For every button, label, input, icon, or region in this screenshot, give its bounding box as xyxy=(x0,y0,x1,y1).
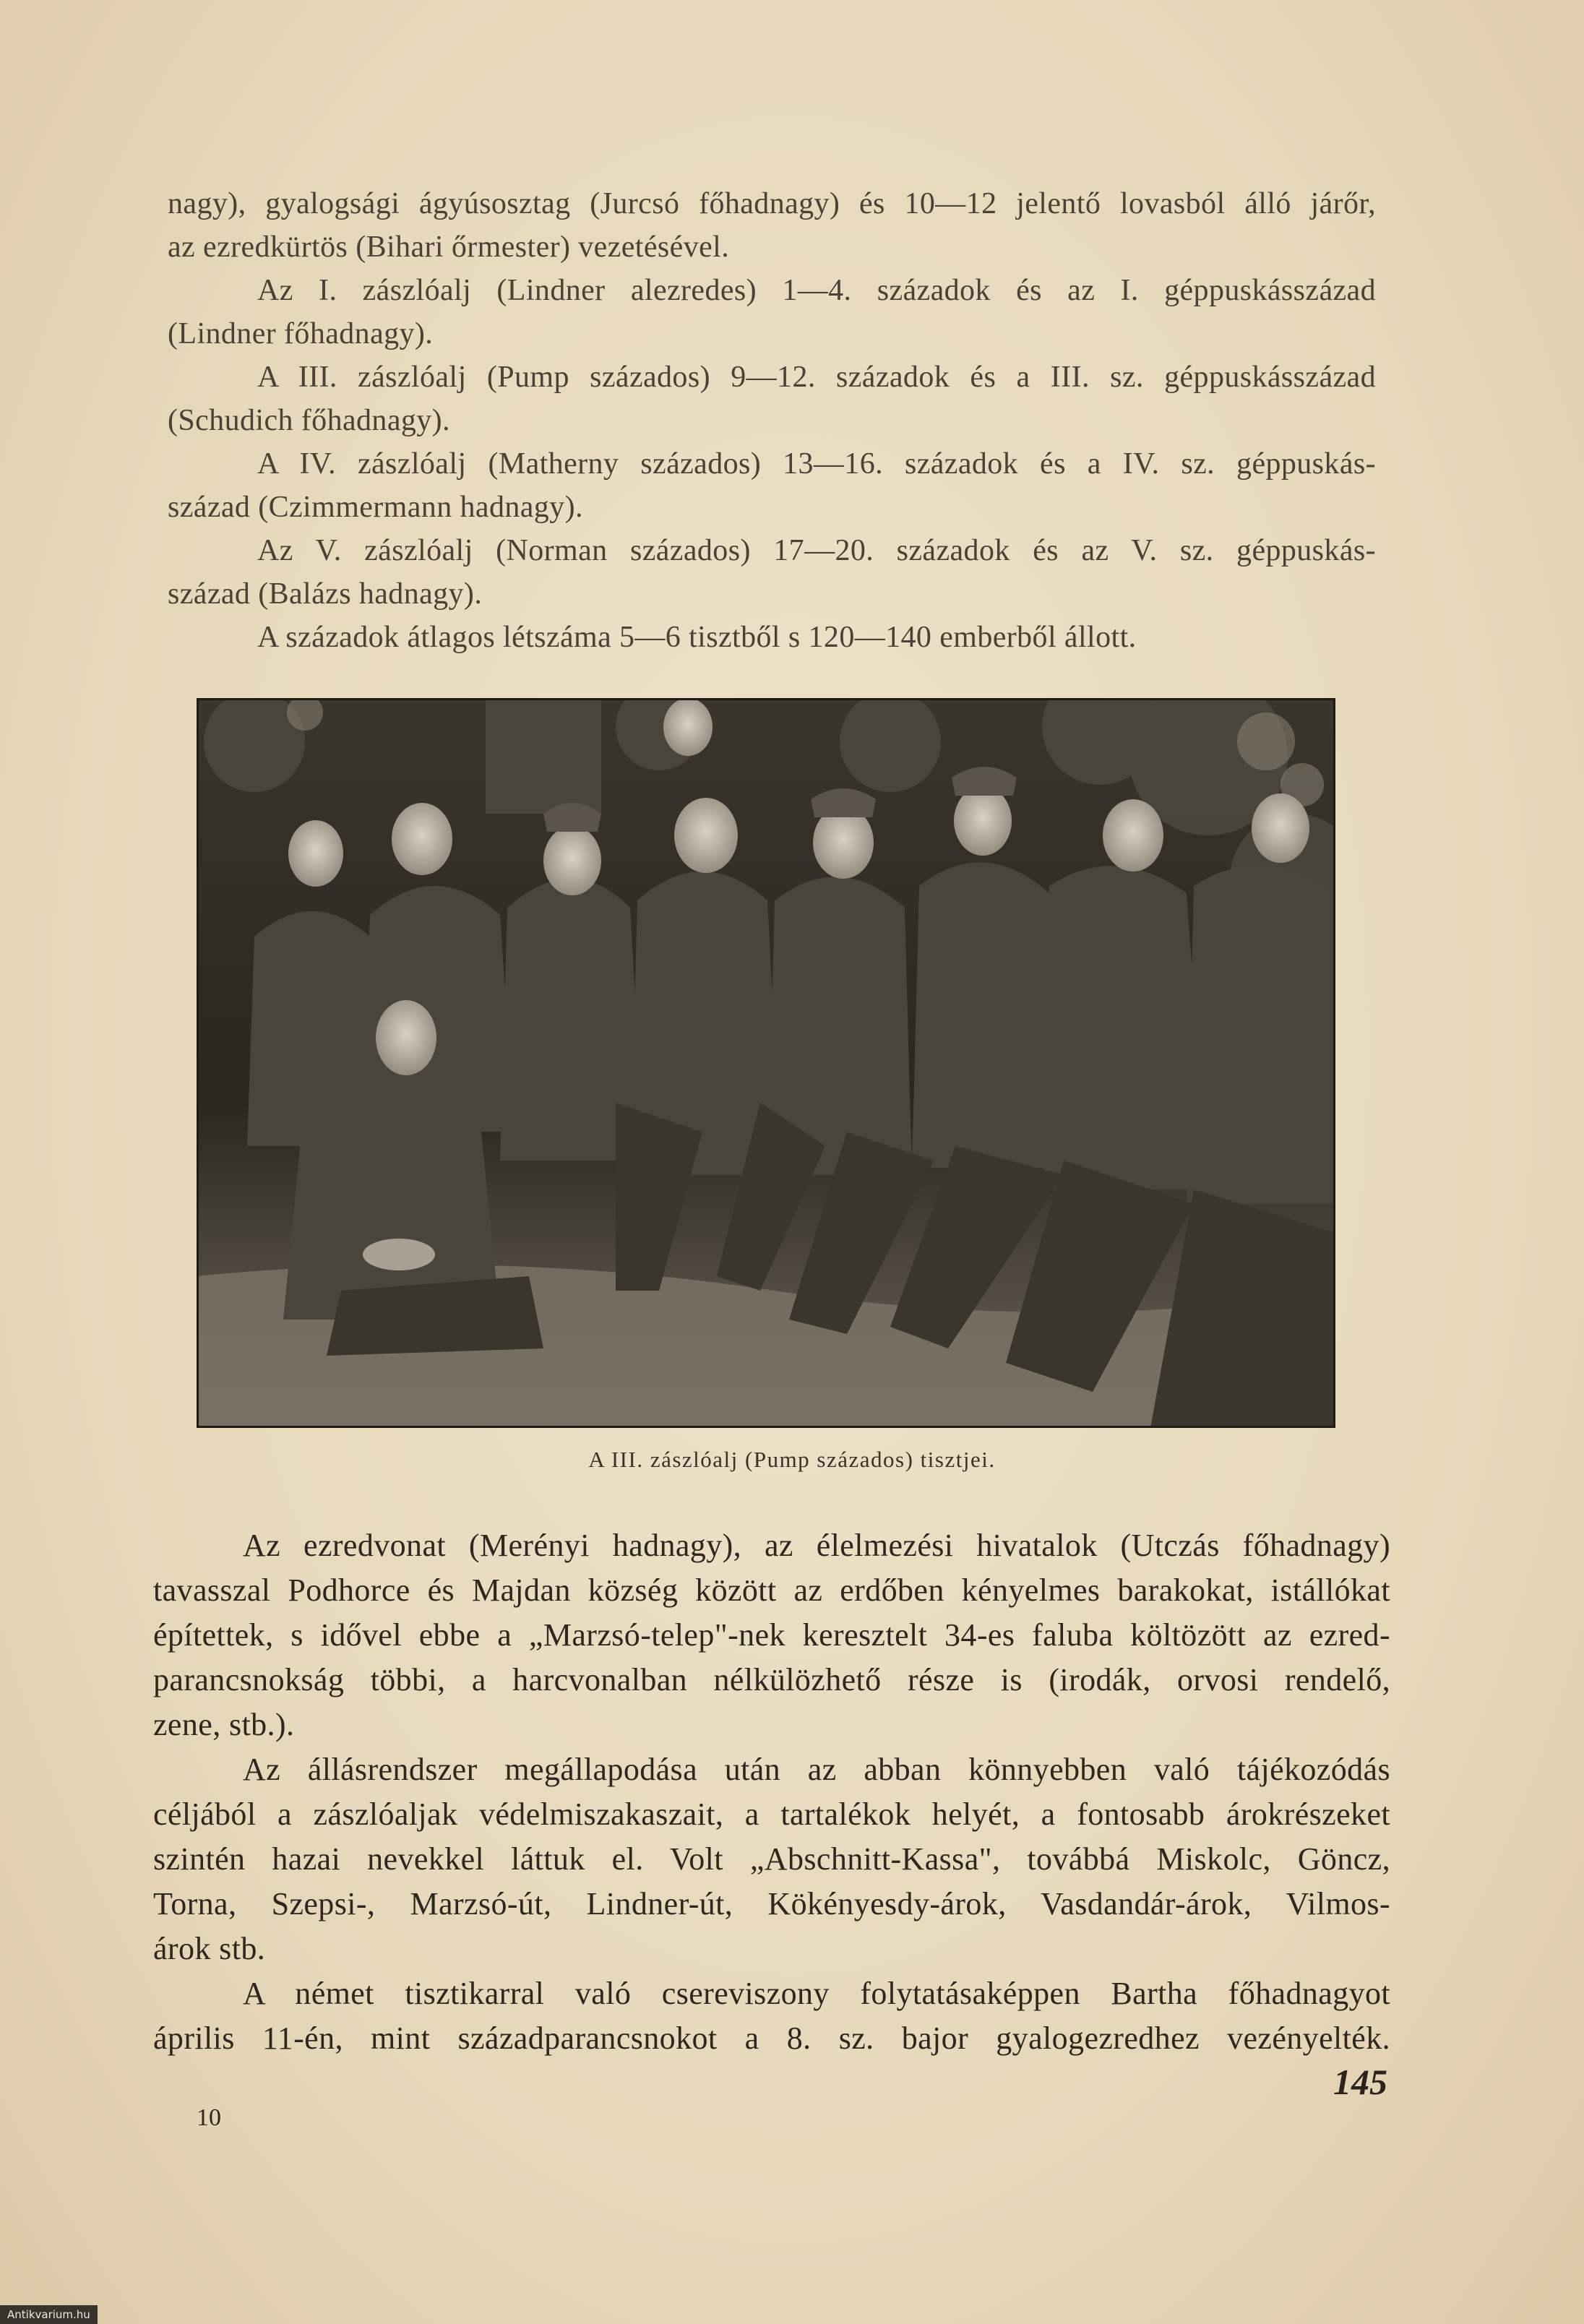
text-line: tavasszal Podhorce és Majdan község között az erdőben kényelmes barakokat, istállókat xyxy=(153,1572,1390,1608)
text-line: zene, stb.). xyxy=(153,1707,295,1742)
text-line: (Schudich főhadnagy). xyxy=(168,404,450,437)
text-line: Az V. zászlóalj (Norman százados) 17—20. századok és az V. sz. géppuskás- xyxy=(257,534,1376,567)
photo-image xyxy=(197,698,1335,1428)
top-text-block xyxy=(168,182,1376,659)
text-line: Az I. zászlóalj (Lindner alezredes) 1—4. századok és az I. géppuskásszázad xyxy=(257,274,1376,307)
text-line: építettek, s idővel ebbe a „Marzsó-telep"-nek keresztelt 34-es faluba költözött az ezred- xyxy=(153,1617,1390,1653)
text-line: A német tisztikarral való csereviszony folytatásaképpen Bartha főhadnagyot xyxy=(243,1976,1390,2011)
text-line: parancsnokság többi, a harcvonalban nélkülözhető része is (irodák, orvosi rendelő, xyxy=(153,1662,1390,1697)
text-line: árok stb. xyxy=(153,1931,266,1966)
text-line: Az állásrendszer megállapodása után az abban könnyebben való tájékozódás xyxy=(243,1752,1390,1787)
group-photograph xyxy=(197,698,1335,1428)
text-line: Torna, Szepsi-, Marzsó-út, Lindner-út, Kökényesdy-árok, Vasdandár-árok, Vilmos- xyxy=(153,1886,1390,1921)
text-line: április 11-én, mint századparancsnokot a 8. sz. bajor gyalogezredhez vezényelték. xyxy=(153,2020,1390,2056)
text-line: az ezredkürtös (Bihari őrmester) vezetésével. xyxy=(168,231,730,264)
photo-caption: A III. zászlóalj (Pump százados) tisztjei. xyxy=(588,1447,996,1472)
text-line: A századok átlagos létszáma 5—6 tisztből s 120—140 emberből állott. xyxy=(257,621,1137,654)
text-line: Az ezredvonat (Merényi hadnagy), az élelmezési hivatalok (Utczás főhadnagy) xyxy=(243,1528,1390,1563)
text-line: század (Czimmermann hadnagy). xyxy=(168,491,583,524)
signature-mark: 10 xyxy=(197,2104,221,2131)
page-number: 145 xyxy=(1333,2062,1387,2102)
text-line: század (Balázs hadnagy). xyxy=(168,577,483,611)
text-line: nagy), gyalogsági ágyúsosztag (Jurcsó főhadnagy) és 10—12 jelentő lovasból álló járőr, xyxy=(168,187,1376,220)
text-line: A IV. zászlóalj (Matherny százados) 13—16. századok és a IV. sz. géppuskás- xyxy=(257,447,1376,481)
text-line: céljából a zászlóaljak védelmiszakaszait, a tartalékok helyét, a fontosabb árokrészeket xyxy=(153,1796,1390,1832)
bottom-text-block xyxy=(153,1523,1390,2061)
text-line: szintén hazai nevekkel láttuk el. Volt „Abschnitt-Kassa", továbbá Miskolc, Göncz, xyxy=(153,1841,1390,1877)
text-line: A III. zászlóalj (Pump százados) 9—12. századok és a III. sz. géppuskásszázad xyxy=(257,361,1376,394)
text-line: (Lindner főhadnagy). xyxy=(168,317,434,350)
watermark: Antikvarium.hu xyxy=(0,2305,98,2324)
